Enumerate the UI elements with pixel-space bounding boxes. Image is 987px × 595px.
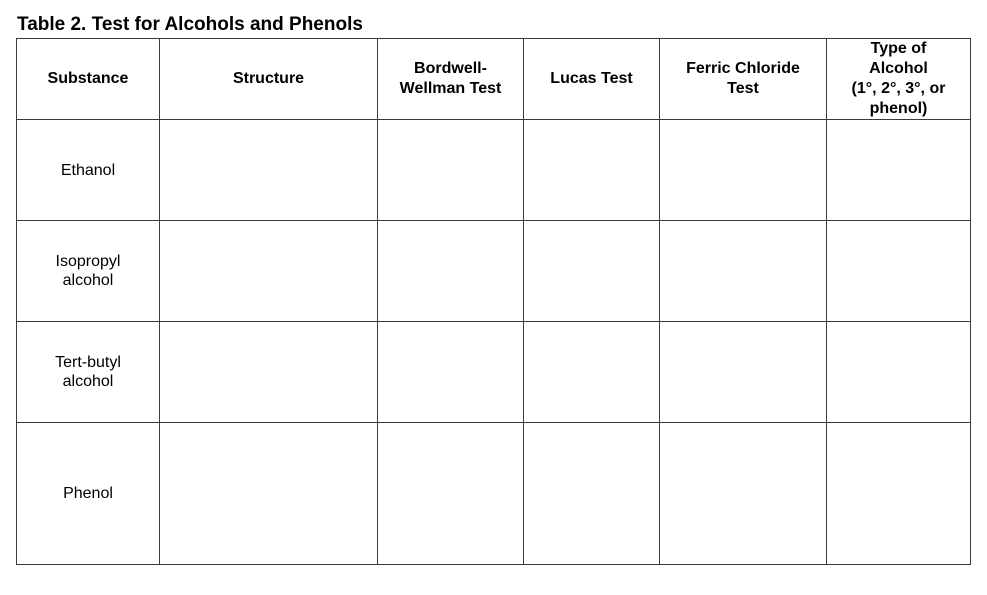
header-bordwell-wellman-test: Bordwell- Wellman Test (378, 39, 524, 120)
table-caption: Table 2. Test for Alcohols and Phenols (17, 14, 363, 35)
header-structure: Structure (160, 39, 378, 120)
cell-substance: Phenol (17, 423, 160, 565)
table-row-ethanol (17, 120, 971, 221)
cell-bordwell-wellman[interactable] (378, 221, 524, 322)
table-row-isopropyl-alcohol (17, 221, 971, 322)
header-ferric-chloride-test: Ferric Chloride Test (660, 39, 827, 120)
cell-bordwell-wellman[interactable] (378, 120, 524, 221)
cell-structure[interactable] (160, 120, 378, 221)
cell-ferric-chloride[interactable] (660, 120, 827, 221)
cell-lucas[interactable] (524, 322, 660, 423)
cell-bordwell-wellman[interactable] (378, 322, 524, 423)
cell-substance: Tert-butyl alcohol (17, 322, 160, 423)
cell-type-of-alcohol[interactable] (827, 322, 971, 423)
header-substance: Substance (17, 39, 160, 120)
header-type-of-alcohol: Type of Alcohol (1°, 2°, 3°, or phenol) (827, 39, 971, 120)
cell-structure[interactable] (160, 221, 378, 322)
results-table (16, 38, 971, 565)
cell-substance: Ethanol (17, 120, 160, 221)
cell-structure[interactable] (160, 423, 378, 565)
table-row-phenol (17, 423, 971, 565)
cell-structure[interactable] (160, 322, 378, 423)
table-row-tert-butyl-alcohol (17, 322, 971, 423)
cell-lucas[interactable] (524, 423, 660, 565)
cell-type-of-alcohol[interactable] (827, 423, 971, 565)
cell-lucas[interactable] (524, 120, 660, 221)
cell-ferric-chloride[interactable] (660, 221, 827, 322)
cell-lucas[interactable] (524, 221, 660, 322)
cell-ferric-chloride[interactable] (660, 322, 827, 423)
cell-type-of-alcohol[interactable] (827, 120, 971, 221)
cell-type-of-alcohol[interactable] (827, 221, 971, 322)
cell-ferric-chloride[interactable] (660, 423, 827, 565)
header-row (17, 39, 971, 120)
cell-bordwell-wellman[interactable] (378, 423, 524, 565)
cell-substance: Isopropyl alcohol (17, 221, 160, 322)
header-lucas-test: Lucas Test (524, 39, 660, 120)
